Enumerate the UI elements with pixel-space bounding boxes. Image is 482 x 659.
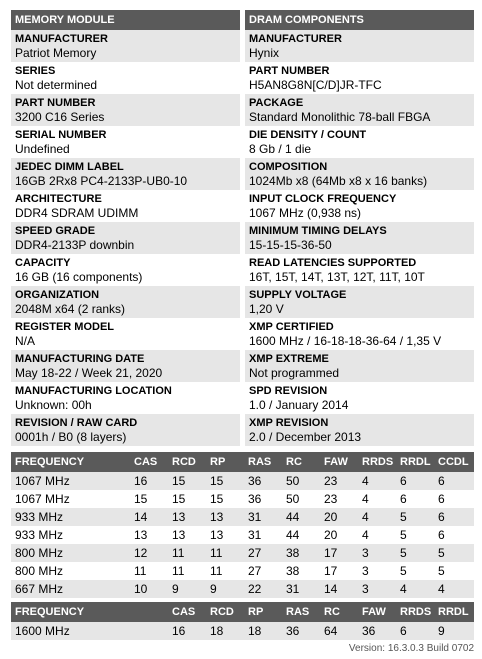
module-architecture <box>11 190 240 222</box>
timing-cell-rrdl: 6 <box>400 492 407 506</box>
timing-cell-frequency: 800 MHz <box>11 544 130 562</box>
dram-xmp-extreme <box>245 350 474 382</box>
timing-col-cas: CAS <box>130 452 168 472</box>
xmp-col-frequency: FREQUENCY <box>11 602 168 622</box>
xmp-cell-frequency: 1600 MHz <box>11 622 168 640</box>
timing-cell-rrds: 4 <box>358 472 396 490</box>
module-manufacturer <box>11 30 240 62</box>
xmp-cell-rrds: 6 <box>396 622 434 640</box>
module-label: CAPACITY <box>15 257 71 269</box>
timing-cell-rrds: 4 <box>362 492 369 506</box>
module-capacity <box>11 254 240 286</box>
dram-label: SPD REVISION <box>249 385 328 397</box>
xmp-cell-rcd: 18 <box>206 622 244 640</box>
module-label: REGISTER MODEL <box>15 321 115 333</box>
module-series <box>11 62 240 94</box>
module-manufacturing-location <box>11 382 240 414</box>
timing-cell-ccdl: 6 <box>438 528 445 542</box>
timing-cell-rrds: 3 <box>358 580 396 598</box>
memory-module-header: MEMORY MODULE <box>11 10 240 30</box>
dram-label: COMPOSITION <box>249 161 328 173</box>
module-label: SERIES <box>15 65 56 77</box>
dram-value: H5AN8G8N[C/D]JR-TFC <box>249 78 382 92</box>
timing-cell-cas: 15 <box>134 492 148 506</box>
timing-cell-rcd: 11 <box>172 564 185 578</box>
xmp-table <box>11 602 474 640</box>
timing-cell-frequency: 1067 MHz <box>15 492 70 506</box>
timing-cell-cas: 16 <box>130 472 168 490</box>
timing-cell-frequency: 1067 MHz <box>11 472 130 490</box>
timing-col-rcd: RCD <box>168 452 206 472</box>
module-manufacturing-date <box>11 350 240 382</box>
module-jedec-dimm-label <box>11 158 240 190</box>
timing-cell-ccdl: 5 <box>438 564 445 578</box>
xmp-cell-rp: 18 <box>244 622 282 640</box>
timing-cell-ras: 27 <box>244 544 282 562</box>
timing-cell-rp: 11 <box>210 564 223 578</box>
module-value: Not determined <box>15 78 98 92</box>
dram-label: DIE DENSITY / COUNT <box>249 129 367 141</box>
timing-cell-rrds: 3 <box>362 564 369 578</box>
dram-value: 15-15-15-36-50 <box>249 238 332 252</box>
xmp-header-row <box>11 602 474 622</box>
timing-cell-faw: 17 <box>320 544 358 562</box>
timing-cell-faw: 14 <box>320 580 358 598</box>
xmp-cell-rc: 64 <box>320 622 358 640</box>
module-value: DDR4-2133P downbin <box>15 238 135 252</box>
xmp-col-rp: RP <box>244 602 282 622</box>
timing-table <box>11 452 474 598</box>
dram-minimum-timing-delays <box>245 222 474 254</box>
timing-cell-ccdl: 5 <box>434 544 474 562</box>
module-value: Undefined <box>15 142 70 156</box>
timing-cell-frequency: 933 MHz <box>11 508 130 526</box>
xmp-row <box>11 622 474 640</box>
xmp-col-cas: CAS <box>168 602 206 622</box>
timing-cell-rrdl: 5 <box>396 508 434 526</box>
timing-row <box>11 490 474 508</box>
xmp-col-rrdl: RRDL <box>434 602 474 622</box>
xmp-col-faw: FAW <box>358 602 396 622</box>
dram-label: XMP EXTREME <box>249 353 329 365</box>
timing-cell-rrds: 4 <box>362 528 369 542</box>
xmp-col-rcd: RCD <box>206 602 244 622</box>
dram-die-density-count <box>245 126 474 158</box>
timing-cell-ras: 31 <box>248 528 262 542</box>
timing-cell-cas: 12 <box>130 544 168 562</box>
module-label: REVISION / RAW CARD <box>15 417 138 429</box>
xmp-col-rrds: RRDS <box>396 602 434 622</box>
timing-col-ras: RAS <box>244 452 282 472</box>
timing-cell-ccdl: 4 <box>434 580 474 598</box>
timing-header-row <box>11 452 474 472</box>
timing-row <box>11 562 474 580</box>
version-label: Version: 16.3.0.3 Build 0702 <box>348 643 474 654</box>
xmp-cell-ras: 36 <box>282 622 320 640</box>
xmp-col-ras: RAS <box>282 602 320 622</box>
module-serial-number <box>11 126 240 158</box>
timing-cell-rcd: 15 <box>168 472 206 490</box>
timing-cell-rrdl: 5 <box>400 528 407 542</box>
timing-row <box>11 526 474 544</box>
timing-cell-rcd: 13 <box>172 528 186 542</box>
module-speed-grade <box>11 222 240 254</box>
dram-label: XMP REVISION <box>249 417 329 429</box>
timing-cell-rc: 38 <box>286 564 300 578</box>
timing-cell-rrds: 4 <box>358 508 396 526</box>
timing-cell-ras: 31 <box>244 508 282 526</box>
timing-cell-frequency: 933 MHz <box>15 528 64 542</box>
module-value: Patriot Memory <box>15 46 97 60</box>
timing-cell-rc: 44 <box>286 528 300 542</box>
timing-cell-rcd: 13 <box>168 508 206 526</box>
module-label: ARCHITECTURE <box>15 193 102 205</box>
timing-cell-rc: 31 <box>282 580 320 598</box>
dram-value: 16T, 15T, 14T, 13T, 12T, 11T, 10T <box>249 270 425 284</box>
module-value: May 18-22 / Week 21, 2020 <box>15 366 163 380</box>
timing-row <box>11 544 474 562</box>
dram-package <box>245 94 474 126</box>
memory-module-column <box>11 10 240 446</box>
dram-label: PACKAGE <box>249 97 304 109</box>
timing-cell-faw: 17 <box>324 564 338 578</box>
timing-cell-faw: 23 <box>320 472 358 490</box>
dram-value: 1,20 V <box>249 302 284 316</box>
timing-cell-rrdl: 6 <box>396 472 434 490</box>
dram-value: 1.0 / January 2014 <box>249 398 349 412</box>
timing-cell-cas: 11 <box>134 564 147 578</box>
dram-label: MINIMUM TIMING DELAYS <box>249 225 387 237</box>
timing-cell-cas: 14 <box>130 508 168 526</box>
dram-value: Not programmed <box>249 366 340 380</box>
timing-cell-rp: 13 <box>210 528 224 542</box>
dram-value: Standard Monolithic 78-ball FBGA <box>249 110 431 124</box>
dram-label: INPUT CLOCK FREQUENCY <box>249 193 397 205</box>
xmp-cell-faw: 36 <box>358 622 396 640</box>
dram-input-clock-frequency <box>245 190 474 222</box>
dram-value: 1067 MHz (0,938 ns) <box>249 206 362 220</box>
timing-cell-rp: 13 <box>206 508 244 526</box>
dram-read-latencies-supported <box>245 254 474 286</box>
timing-cell-ccdl: 6 <box>434 472 474 490</box>
module-value: DDR4 SDRAM UDIMM <box>15 206 139 220</box>
dram-label: READ LATENCIES SUPPORTED <box>249 257 417 269</box>
module-label: MANUFACTURER <box>15 33 108 45</box>
dram-part-number <box>245 62 474 94</box>
module-part-number <box>11 94 240 126</box>
dram-label: MANUFACTURER <box>249 33 342 45</box>
module-label: SPEED GRADE <box>15 225 96 237</box>
timing-cell-rcd: 15 <box>172 492 186 506</box>
timing-cell-rc: 44 <box>282 508 320 526</box>
timing-col-rrds: RRDS <box>358 452 396 472</box>
timing-cell-rrdl: 5 <box>400 564 407 578</box>
spec-panel <box>11 10 474 446</box>
xmp-cell-cas: 16 <box>168 622 206 640</box>
timing-col-frequency: FREQUENCY <box>11 452 130 472</box>
timing-cell-rc: 38 <box>282 544 320 562</box>
dram-xmp-certified <box>245 318 474 350</box>
module-label: SERIAL NUMBER <box>15 129 107 141</box>
timing-cell-faw: 20 <box>320 508 358 526</box>
timing-cell-faw: 23 <box>324 492 338 506</box>
timing-cell-ras: 36 <box>248 492 262 506</box>
timing-cell-ccdl: 6 <box>434 508 474 526</box>
module-label: PART NUMBER <box>15 97 96 109</box>
timing-cell-rp: 15 <box>210 492 224 506</box>
module-value: 3200 C16 Series <box>15 110 105 124</box>
dram-components-column <box>245 10 474 446</box>
module-organization <box>11 286 240 318</box>
dram-value: 1600 MHz / 16-18-18-36-64 / 1,35 V <box>249 334 442 348</box>
timing-cell-frequency: 800 MHz <box>15 564 64 578</box>
timing-row <box>11 472 474 490</box>
dram-manufacturer <box>245 30 474 62</box>
timing-cell-rrds: 3 <box>358 544 396 562</box>
dram-components-header: DRAM COMPONENTS <box>245 10 474 30</box>
timing-cell-rcd: 9 <box>168 580 206 598</box>
module-label: ORGANIZATION <box>15 289 100 301</box>
module-value: 16GB 2Rx8 PC4-2133P-UB0-10 <box>15 174 188 188</box>
timing-cell-rp: 9 <box>206 580 244 598</box>
xmp-cell-rrdl: 9 <box>434 622 474 640</box>
module-value: 16 GB (16 components) <box>15 270 143 284</box>
timing-cell-frequency: 667 MHz <box>11 580 130 598</box>
module-label: MANUFACTURING LOCATION <box>15 385 172 397</box>
dram-spd-revision <box>245 382 474 414</box>
timing-cell-ras: 27 <box>248 564 262 578</box>
module-value: Unknown: 00h <box>15 398 92 412</box>
dram-xmp-revision <box>245 414 474 446</box>
dram-label: PART NUMBER <box>249 65 330 77</box>
timing-row <box>11 508 474 526</box>
timing-col-rp: RP <box>206 452 244 472</box>
timing-cell-faw: 20 <box>324 528 338 542</box>
module-value: 0001h / B0 (8 layers) <box>15 430 127 444</box>
xmp-col-rc: RC <box>320 602 358 622</box>
module-label: MANUFACTURING DATE <box>15 353 145 365</box>
dram-label: SUPPLY VOLTAGE <box>249 289 347 301</box>
module-value: 2048M x64 (2 ranks) <box>15 302 126 316</box>
timing-cell-rp: 15 <box>206 472 244 490</box>
dram-value: 1024Mb x8 (64Mb x8 x 16 banks) <box>249 174 428 188</box>
dram-value: 8 Gb / 1 die <box>249 142 312 156</box>
module-register-model <box>11 318 240 350</box>
timing-col-ccdl: CCDL <box>434 452 474 472</box>
dram-composition <box>245 158 474 190</box>
timing-col-rrdl: RRDL <box>396 452 434 472</box>
timing-cell-cas: 13 <box>134 528 148 542</box>
timing-row <box>11 580 474 598</box>
timing-cell-rcd: 11 <box>168 544 206 562</box>
timing-cell-ccdl: 6 <box>438 492 445 506</box>
timing-cell-cas: 10 <box>130 580 168 598</box>
module-value: N/A <box>15 334 36 348</box>
dram-supply-voltage <box>245 286 474 318</box>
module-revision-raw-card <box>11 414 240 446</box>
timing-col-faw: FAW <box>320 452 358 472</box>
dram-value: Hynix <box>249 46 280 60</box>
dram-value: 2.0 / December 2013 <box>249 430 362 444</box>
timing-cell-rrdl: 4 <box>396 580 434 598</box>
dram-label: XMP CERTIFIED <box>249 321 334 333</box>
timing-col-rc: RC <box>282 452 320 472</box>
timing-cell-ras: 36 <box>244 472 282 490</box>
module-label: JEDEC DIMM LABEL <box>15 161 124 173</box>
timing-cell-rrdl: 5 <box>396 544 434 562</box>
timing-cell-rp: 11 <box>206 544 244 562</box>
timing-cell-rc: 50 <box>282 472 320 490</box>
timing-cell-ras: 22 <box>244 580 282 598</box>
timing-cell-rc: 50 <box>286 492 300 506</box>
